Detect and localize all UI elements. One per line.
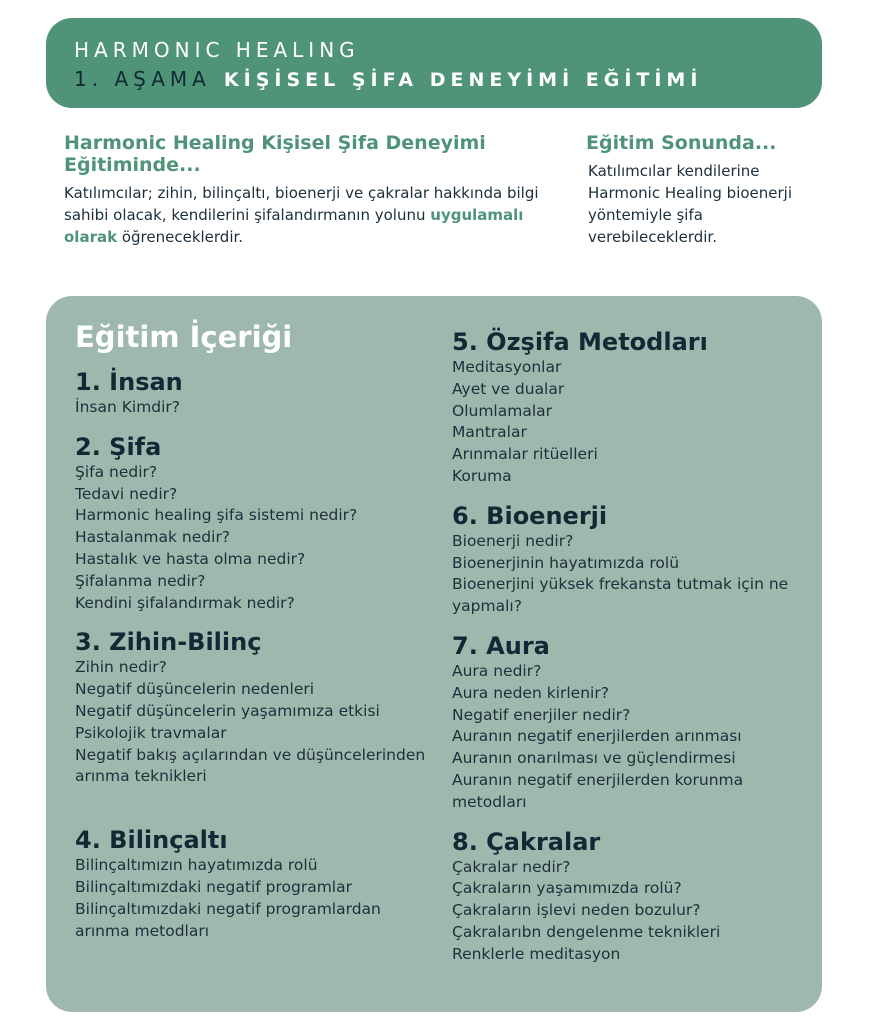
list-item: Olumlamalar	[452, 401, 553, 420]
list-item: Bioenerjinin hayatımızda rolü	[452, 553, 680, 572]
section-items	[75, 855, 430, 942]
intro-block	[64, 132, 564, 248]
list-item: Ayet ve dualar	[452, 379, 565, 398]
list-item: Aura nedir?	[452, 661, 542, 680]
list-item: Çakraların işlevi neden bozulur?	[452, 901, 701, 920]
section-title: 1. İnsan	[75, 368, 183, 396]
content-title: Eğitim İçeriği	[75, 320, 293, 354]
list-item: Negatif enerjiler nedir?	[452, 705, 631, 724]
outcome-block	[586, 132, 826, 248]
intro-heading: Harmonic Healing Kişisel Şifa Deneyimi Eğitiminde...	[64, 132, 486, 176]
section-items	[75, 657, 430, 788]
list-item: Zihin nedir?	[75, 658, 167, 677]
list-item: Auranın negatif enerjilerden arınması	[452, 727, 742, 746]
list-item: Şifa nedir?	[75, 462, 158, 481]
section-sifa	[75, 433, 430, 615]
list-item: Psikolojik travmalar	[75, 723, 227, 742]
section-aura	[452, 632, 812, 814]
section-title: 6. Bioenerji	[452, 501, 608, 530]
content-column-left	[75, 318, 430, 956]
section-insan	[75, 368, 430, 419]
intro-text-before: Katılımcılar; zihin, bilinçaltı, bioenerji ve çakralar hakkında bilgi sahibi olacak, kendilerini şifalandırmanın yolunu	[64, 184, 539, 224]
list-item: Çakralarıbn dengelenme teknikleri	[452, 922, 721, 941]
section-title: 2. Şifa	[75, 432, 162, 461]
outcome-text: Katılımcılar kendilerine Harmonic Healing bioenerji yöntemiyle şifa verebileceklerdir.	[588, 162, 793, 246]
section-title: 4. Bilinçaltı	[75, 826, 228, 855]
section-items	[452, 857, 812, 966]
section-ozsifa-metodlari	[452, 328, 812, 488]
section-title: 5. Özşifa Metodları	[452, 328, 708, 356]
list-item: Renklerle meditasyon	[452, 944, 621, 963]
section-items	[452, 661, 812, 814]
outcome-heading: Eğitim Sonunda...	[586, 132, 777, 154]
intro-text-emphasis: uygulamalı olarak	[64, 206, 524, 246]
list-item: Koruma	[452, 466, 512, 485]
list-item: Harmonic healing şifa sistemi nedir?	[75, 506, 358, 525]
list-item: Negatif düşüncelerin nedenleri	[75, 680, 315, 699]
header-banner	[46, 18, 822, 108]
intro-text	[64, 182, 564, 248]
section-items	[75, 397, 430, 419]
section-title: 7. Aura	[452, 631, 550, 660]
list-item: Auranın negatif enerjilerden korunma metodları	[452, 770, 744, 811]
list-item: Bilinçaltımızdaki negatif programlardan arınma metodları	[75, 899, 381, 940]
list-item: Aura neden kirlenir?	[452, 683, 609, 702]
section-bioenerji	[452, 502, 812, 618]
list-item: Hastalık ve hasta olma nedir?	[75, 549, 306, 568]
list-item: Şifalanma nedir?	[75, 571, 206, 590]
list-item: Çakraların yaşamımızda rolü?	[452, 879, 682, 898]
stage-label: 1. AŞAMA	[74, 67, 211, 91]
section-cakralar	[452, 828, 812, 966]
section-bilincalti	[75, 826, 430, 942]
list-item: Bilinçaltımızdaki negatif programlar	[75, 877, 352, 896]
section-items	[452, 531, 812, 618]
section-items	[75, 462, 430, 615]
list-item: Auranın onarılması ve güçlendirmesi	[452, 749, 736, 768]
list-item: İnsan Kimdir?	[75, 398, 181, 416]
list-item: Kendini şifalandırmak nedir?	[75, 593, 295, 612]
intro-text-after: öğreneceklerdir.	[117, 228, 244, 246]
list-item: Arınmalar ritüelleri	[452, 445, 598, 464]
program-title: KİŞİSEL ŞİFA DENEYİMİ EĞİTİMİ	[223, 69, 703, 91]
list-item: Negatif düşüncelerin yaşamımıza etkisi	[75, 701, 380, 720]
list-item: Hastalanmak nedir?	[75, 528, 231, 547]
list-item: Meditasyonlar	[452, 358, 562, 376]
list-item: Negatif bakış açılarından ve düşüncelerinden arınma teknikleri	[75, 745, 426, 786]
section-zihin-bilinc	[75, 628, 430, 788]
section-title: 8. Çakralar	[452, 827, 601, 856]
list-item: Bioenerjini yüksek frekansta tutmak için ne yapmalı?	[452, 575, 789, 616]
list-item: Tedavi nedir?	[75, 484, 178, 503]
content-panel	[46, 296, 822, 1012]
stage-line	[74, 64, 822, 96]
section-title: 3. Zihin-Bilinç	[75, 628, 262, 657]
content-column-right	[452, 328, 812, 980]
list-item: Bioenerji nedir?	[452, 531, 574, 550]
brand-name: HARMONIC HEALING	[74, 38, 360, 62]
section-items	[452, 357, 812, 488]
list-item: Bilinçaltımızın hayatımızda rolü	[75, 856, 318, 875]
list-item: Mantralar	[452, 423, 527, 442]
list-item: Çakralar nedir?	[452, 857, 571, 876]
